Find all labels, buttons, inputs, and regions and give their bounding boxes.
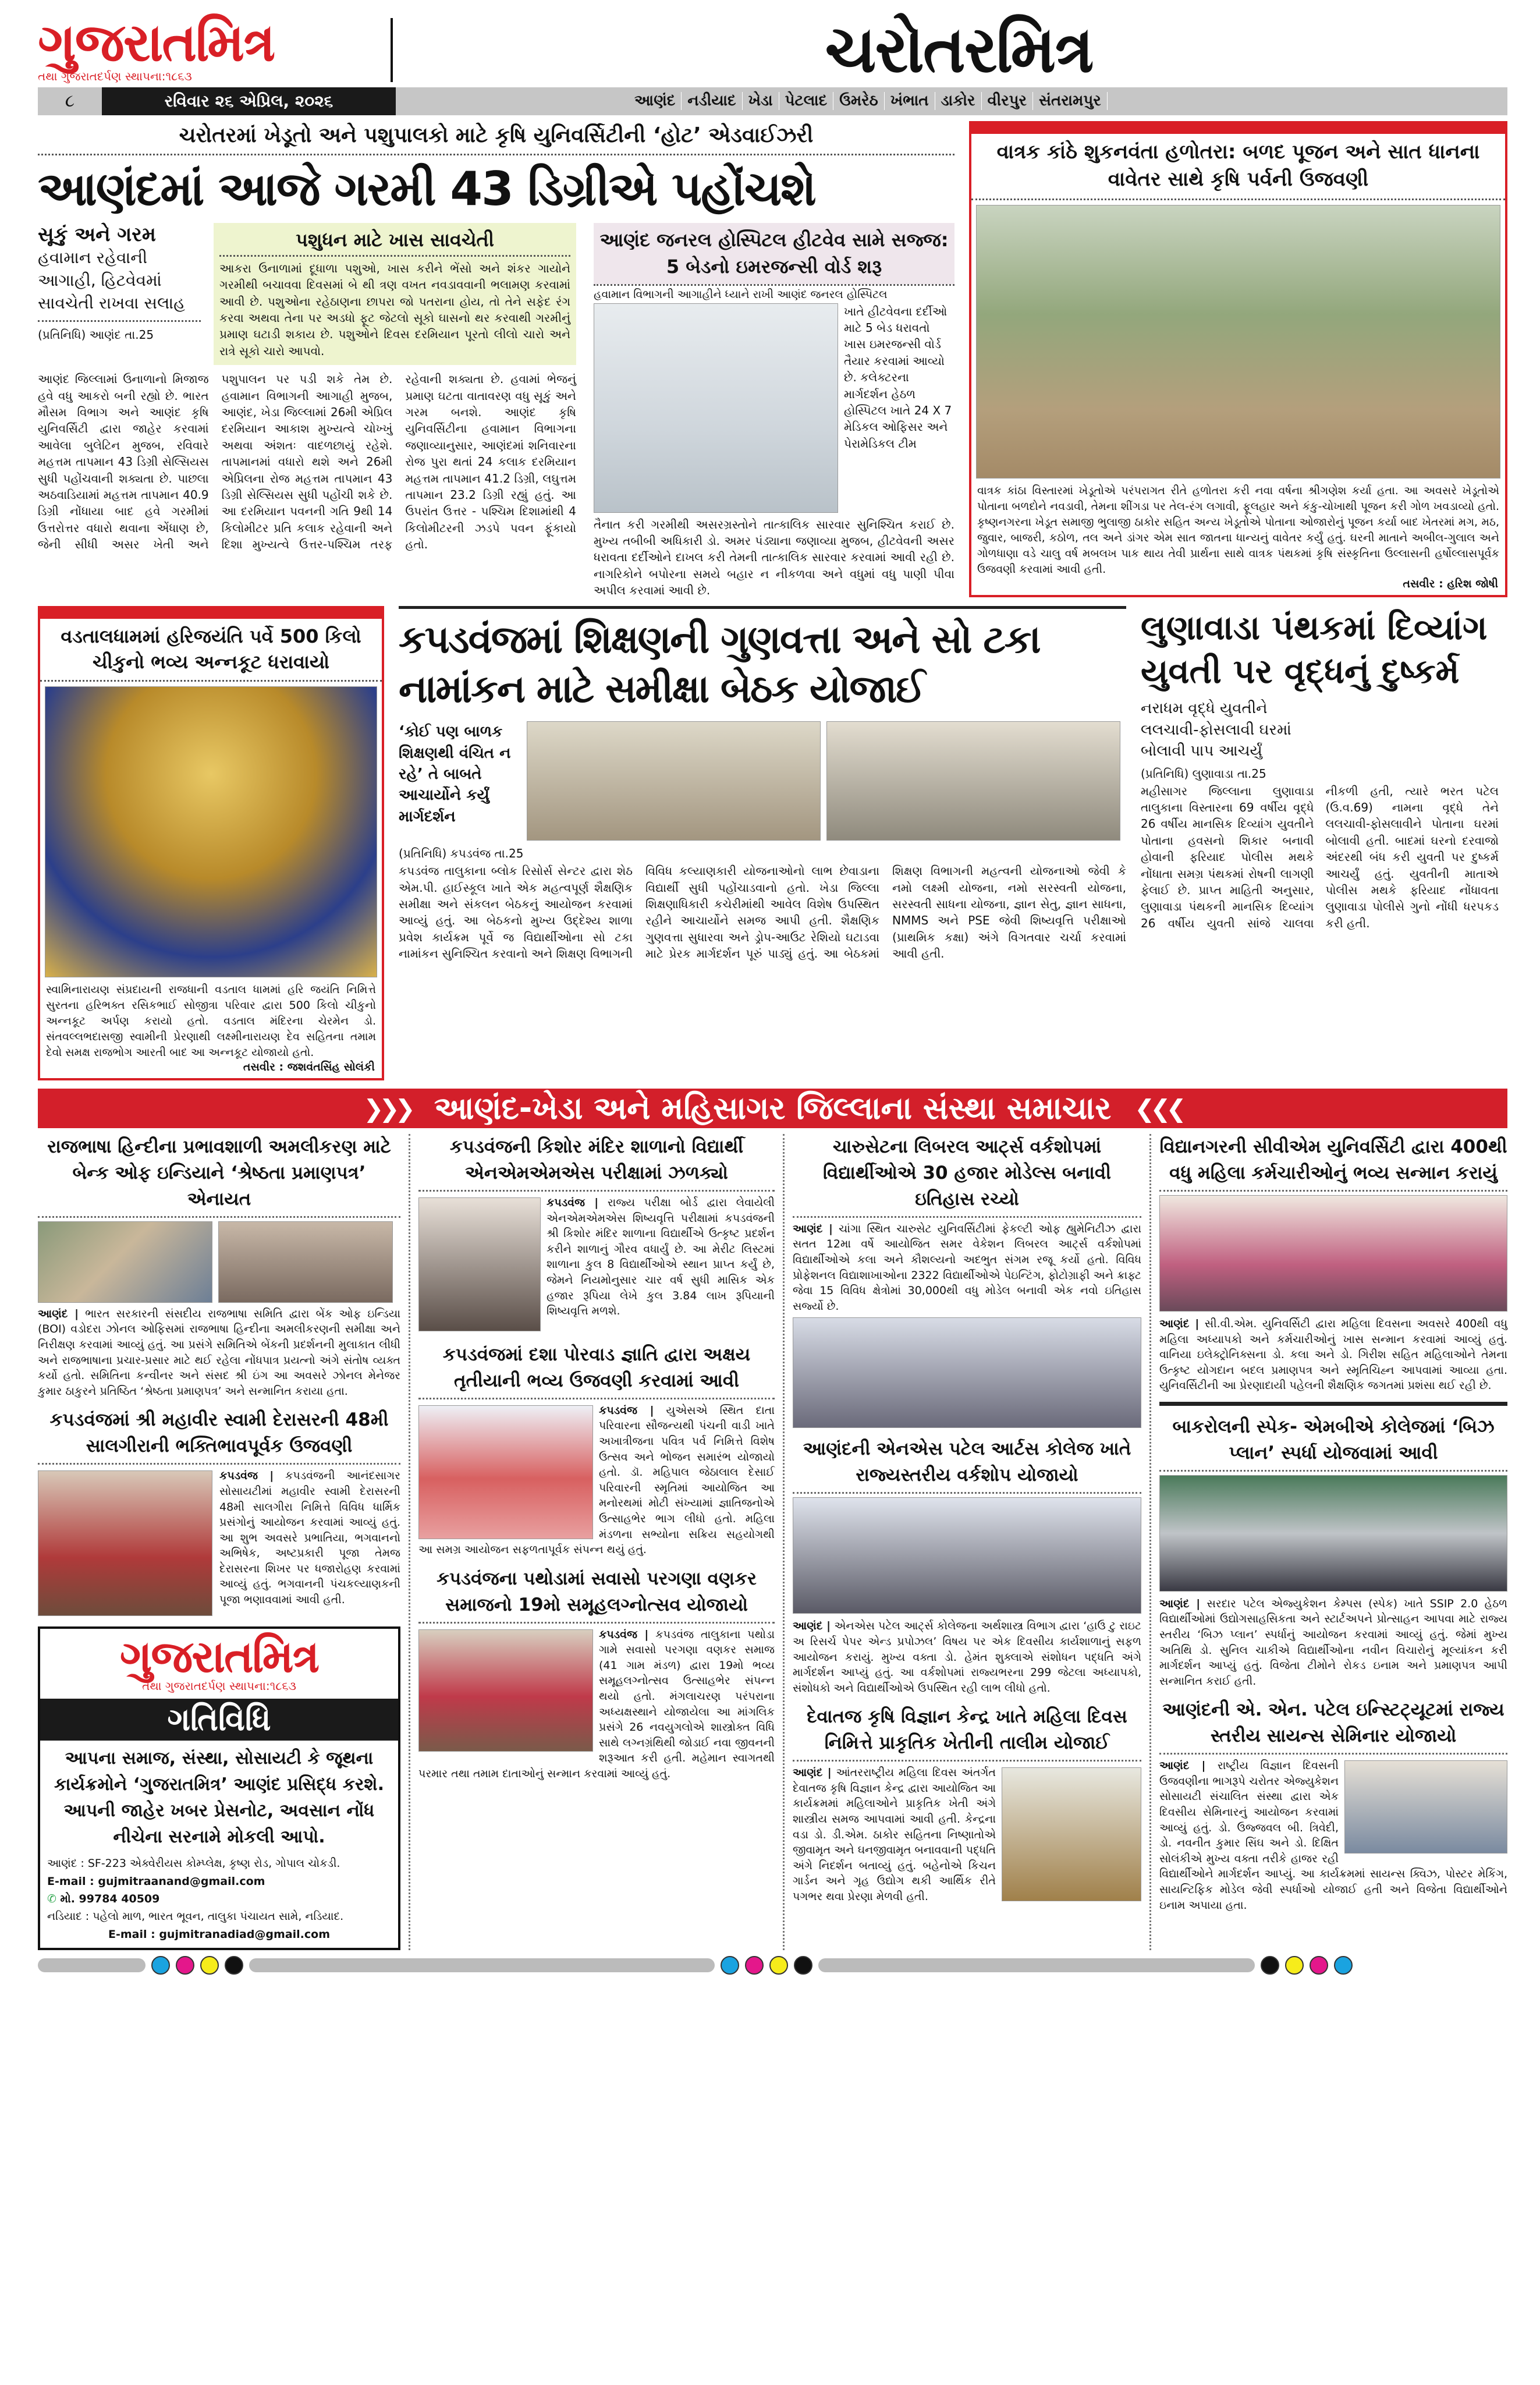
article-dateline: કપડવંજ |	[599, 1404, 654, 1417]
women-felicitation-photo	[1159, 1195, 1507, 1312]
kapadvanj-headline: કપડવંજમાં શિક્ષણની ગુણવત્તા અને સો ટકા નામાંકન માટે સમીક્ષા બેઠક યોજાઈ	[399, 616, 1040, 712]
chevron-left-icon: ❮❮❮	[1134, 1094, 1182, 1123]
print-registration-strip	[38, 1956, 1507, 1975]
lead-dateline: (પ્રતિનિધિ) આણંદ તા.25	[38, 328, 154, 342]
cyan-registration-dot	[1334, 1956, 1353, 1975]
article-mahavir-derasar	[38, 1407, 400, 1618]
city-link[interactable]: પેટલાદ	[779, 92, 834, 110]
cyan-registration-dot	[151, 1956, 170, 1975]
grid-column	[410, 1134, 785, 1950]
ad-nadiad-address: નડિયાદ : પહેલો માળ, ભારત ભૂવન, તાલુકા પંચાયત સામે, નડિયાદ.	[47, 1910, 344, 1923]
article-title: બાકરોલની સ્પેક- એમબીએ કોલેજમાં ‘બિઝ પ્લાન’ સ્પર્ધા યોજવામાં આવી	[1159, 1414, 1507, 1472]
article-dateline: આણંદ |	[1159, 1317, 1200, 1330]
article-dateline: આણંદ |	[793, 1222, 833, 1235]
grid-column	[38, 1134, 410, 1950]
city-link[interactable]: સંતરામપુર	[1033, 92, 1108, 110]
yellow-registration-dot	[200, 1956, 219, 1975]
registration-bar	[818, 1958, 1255, 1972]
article-spec-bizplan	[1159, 1414, 1507, 1689]
masthead	[38, 12, 1507, 87]
article-body: ચાંગા સ્થિત ચારુસેટ યુનિવર્સિટીમાં ફેકલ્ટી ઓફ હ્યુમેનિટીઝ દ્વારા સતત 12મા વર્ષે આયોજિત સમર વેકેશન લિબરલ આર્ટ્સ વર્કશોપમાં વિદ્યાર્થીઓએ કલા અને કૌશલ્યનો અદભુત સંગમ રજૂ કર્યો હતો. વિવિધ પ્રોફેશનલ વિદ્યાશાખાઓના 2322 વિદ્યાર્થીઓએ પેઇન્ટિંગ, ફોટોગ્રાફી અને ક્રાફ્ટ જેવા 15 વિવિધ ક્ષેત્રોમાં 30,000થી વધુ મોડેલ બનાવી એક નવો ઇતિહાસ સર્જ્યો છે.	[793, 1222, 1141, 1313]
article-body: આંતરરાષ્ટ્રીય મહિલા દિવસ અંતર્ગત દેવાતજ કૃષિ વિજ્ઞાન કેન્દ્ર દ્વારા આયોજિત આ કાર્યક્રમમાં મહિલાઓને પ્રાકૃતિક ખેતી અંગે શાસ્ત્રીય સમજ આપવામાં આવી હતી. કેન્દ્રના વડા ડો. ડી.એમ. ઠાકોર સહિતના નિષ્ણાતોએ જીવામૃત અને ઘનજીવામૃત બનાવવાની પદ્ધતિ અંગે નિદર્શન બતાવ્યું હતું. બહેનોએ કિચન ગાર્ડન અને ગૃહ ઉદ્યોગ થકી આર્થિક રીતે પગભર થવા પ્રેરણા મેળવી હતી.	[793, 1766, 996, 1903]
article-dateline: આણંદ |	[793, 1766, 832, 1780]
ad-section-title: ગતિવિધિ	[40, 1699, 398, 1741]
article-akshay-tritiya	[418, 1342, 775, 1558]
hospital-title: આણંદ જનરલ હોસ્પિટલ હીટવેવ સામે સજ્જ: 5 બેડનો ઇમરજન્સી વોર્ડ શરૂ	[599, 228, 949, 278]
ad-phone[interactable]: મો. 99784 40509	[60, 1893, 160, 1906]
vatrak-box	[969, 121, 1507, 597]
cyan-registration-dot	[721, 1956, 739, 1975]
annakut-photo	[45, 686, 377, 977]
lead-headline: આણંદમાં આજે ગરમી 43 ડિગ્રીએ પહોંચશે	[38, 161, 815, 216]
kapadvanj-body: કપડવંજ તાલુકાના બ્લોક રિસોર્સ સેન્ટર દ્વારા શેઠ એમ.પી. હાઈસ્કૂલ ખાતે એક મહત્વપૂર્ણ શૈક્ષણિક સમીક્ષા અને સંકલન બેઠકનું આયોજન કરવામાં આવ્યું હતું. આ બેઠકનો મુખ્ય ઉદ્દેશ્ય શાળા પ્રવેશ કાર્યક્રમ પૂર્વે જ વિદ્યાર્થીઓના સો ટકા નામાંકન સુનિશ્ચિત કરવાનો અને શિક્ષણ વિભાગની વિવિધ કલ્યાણકારી યોજનાઓનો લાભ છેવાડાના વિદ્યાર્થી સુધી પહોંચાડવાનો હતો. ખેડા જિલ્લા શિક્ષણાધિકારી કચેરીમાંથી આવેલ વિશેષ ઉપસ્થિત રહીને આચાર્યોને સમજ આપી હતી. શૈક્ષણિક ગુણવત્તા સુધારવા અને ડ્રોપ-આઉટ રેશિયો ઘટાડવા માટે પ્રેરક માર્ગદર્શન પૂરું પાડ્યું હતું. આ બેઠકમાં શિક્ષણ વિભાગની મહત્વની યોજનાઓ જેવી કે નમો લક્ષ્મી યોજના, નમો સરસ્વતી યોજના, સરસ્વતી સાધના યોજના, જ્ઞાન સેતુ, જ્ઞાન સાધના, NMMS અને PSE જેવી શિષ્યવૃત્તિ પરીક્ષાઓ (પ્રાથમિક કક્ષા) અંગે વિગતવાર ચર્ચા કરવામાં આવી હતી.	[399, 864, 1126, 961]
lead-story	[38, 121, 954, 599]
vadtal-credit: તસવીર : જશવંતસિંહ સોલંકી	[243, 1061, 375, 1074]
lunawada-headline: લુણાવાડા પંથકમાં દિવ્યાંગ યુવતી પર વૃદ્ધનું દુષ્કર્મ	[1141, 607, 1488, 692]
sidehead-title: સૂકું અને ગરમ	[38, 222, 156, 246]
training-photo	[1002, 1767, 1141, 1901]
magenta-registration-dot	[1310, 1956, 1328, 1975]
article-cvm-university	[1159, 1134, 1507, 1394]
magenta-registration-dot	[176, 1956, 194, 1975]
hospital-body: તૈનાત કરી ગરમીથી અસરગ્રસ્તોને તાત્કાલિક સારવાર સુનિશ્ચિત કરાઈ છે. મુખ્ય તબીબી અધિકારી ડો. અમર પંડ્યાના જણાવ્યા મુજબ, હીટવેવની અસર ધરાવતા દર્દીઓને દાખલ કરી તેમની તાત્કાલિક સારવાર કરવામાં આવી રહી છે. નાગરિકોને બપોરના સમયે બહાર ન નીકળવા અને વધુમાં વધુ પાણી પીવા અપીલ કરવામાં આવી છે.	[594, 517, 954, 598]
hospital-header	[594, 223, 954, 284]
article-vankar-wedding	[418, 1566, 775, 1782]
celebration-photo	[418, 1405, 593, 1539]
article-body: એનએસ પટેલ આર્ટ્સ કોલેજના અર્થશાસ્ત્ર વિભાગ દ્વારા ‘હાઉ ટુ રાઇટ અ રિસર્ચ પેપર એન્ડ પ્રપોઝલ’ વિષય પર એક દિવસીય કાર્યશાળાનું સફળ આયોજન કરાયું. મુખ્ય વક્તા ડો. હેમંત શુક્લાએ સંશોધન પદ્ધતિ અંગે માર્ગદર્શન આપ્યું હતું. આ વર્કશોપમાં રાજ્યભરના 299 જેટલા અધ્યાપકો, સંશોધકો અને વિદ્યાર્થીઓએ ઉપસ્થિત રહી લાભ લીધો હતો.	[793, 1619, 1141, 1695]
seminar-photo	[1344, 1760, 1507, 1854]
ad-logo: ગુજરાતમિત્ર	[119, 1631, 319, 1683]
article-body: રાજ્ય પરીક્ષા બોર્ડ દ્વારા લેવાયેલી એનએમએમએસ શિષ્યવૃત્તિ પરીક્ષામાં કપડવંજની શ્રી કિશોર મંદિર શાળાના વિદ્યાર્થીએ ઉત્કૃષ્ટ પ્રદર્શન કરીને શાળાનું ગૌરવ વધાર્યું છે. આ મેરીટ લિસ્ટમાં શાળાના કુલ 8 વિદ્યાર્થીઓએ સ્થાન પ્રાપ્ત કર્યું છે, જેમને નિયમોનુસાર ચાર વર્ષ સુધી માસિક એક હજાર રૂપિયા લેખે કુલ 3.84 લાખ રૂપિયાની શિષ્યવૃત્તિ મળશે.	[547, 1196, 775, 1318]
livestock-title: પશુધન માટે ખાસ સાવચેતી	[219, 229, 570, 257]
ad-logo-sub: તથા ગુજરાતદર્પણ સ્થાપના:૧૮૬૩	[142, 1679, 296, 1693]
vadtal-title: વડતાલધામમાં હરિજયંતિ પર્વે 500 કિલો ચીકુનો ભવ્ય અન્નકૂટ ધરાવાયો	[40, 619, 382, 682]
article-title: ચારુસેટના લિબરલ આર્ટ્સ વર્કશોપમાં વિદ્યાર્થીઓએ 30 હજાર મોડેલ્સ બનાવી ઇતિહાસ રચ્યો	[793, 1134, 1141, 1218]
black-registration-dot	[225, 1956, 243, 1975]
wedding-photo	[418, 1629, 593, 1752]
black-registration-dot	[794, 1956, 812, 1975]
registration-bar	[249, 1958, 715, 1972]
kapadvanj-dateline: (પ્રતિનિધિ) કપડવંજ તા.25	[399, 846, 524, 861]
vadtal-caption: સ્વામિનારાયણ સંપ્રદાયની રાજધાની વડતાલ ધામમાં હરિ જયંતિ નિમિત્તે સુરતના હરિભક્ત રસિકભાઈ સોજીત્રા પરિવાર દ્વારા 500 કિલો ચીકુનો અન્નકૂટ અર્પણ કરાયો હતો. વડતાલ મંદિરના ચેરમેન ડો. સંતવલ્લભદાસજી સ્વામીની પ્રેરણાથી લક્ષ્મીનારાયણ દેવ સહિતના તમામ દેવો સમક્ષ રાજભોગ આરતી બાદ આ અન્નકૂટ યોજાયો હતો.	[46, 983, 376, 1059]
ad-anand-address: આણંદ : SF-223 એક્વેરીયસ કોમ્પ્લેક્ષ, કૃષ્ણ રોડ, ગોપાલ ચોકડી.	[47, 1857, 340, 1870]
city-link[interactable]: ઉમરેઠ	[833, 92, 885, 110]
gatividhi-advert	[38, 1626, 400, 1950]
award-photo-2	[218, 1221, 393, 1303]
article-ns-patel	[793, 1436, 1141, 1696]
article-title: વિદ્યાનગરની સીવીએમ યુનિવર્સિટી દ્વારા 400થી વધુ મહિલા કર્મચારીઓનું ભવ્ય સન્માન કરાયું	[1159, 1134, 1507, 1192]
article-nmms	[418, 1134, 775, 1334]
bizplan-photo	[1159, 1475, 1507, 1592]
article-title: રાજભાષા હિન્દીના પ્રભાવશાળી અમલીકરણ માટે બેન્ક ઓફ ઇન્ડિયાને ‘શ્રેષ્ઠતા પ્રમાણપત્ર’ એનાયત	[38, 1134, 400, 1218]
article-science-seminar	[1159, 1697, 1507, 1913]
news-grid	[38, 1134, 1507, 1950]
article-title: આણંદની એનએસ પટેલ આર્ટસ કોલેજ ખાતે રાજ્યસ્તરીય વર્કશોપ યોજાયો	[793, 1436, 1141, 1494]
article-dateline: કપડવંજ |	[599, 1628, 649, 1641]
grid-column	[1151, 1134, 1507, 1950]
city-link[interactable]: ખેડા	[743, 92, 779, 110]
logo-subtitle: તથા ગુજરાતદર્પણ સ્થાપના:૧૮૬૩	[38, 69, 192, 83]
article-charusat	[793, 1134, 1141, 1428]
lunawada-kicker: નરાધમ વૃદ્ધે યુવતીને લલચાવી-ફોસલાવી ઘરમાં બોલાવી પાપ આચર્યું	[1141, 700, 1291, 760]
lunawada-story	[1141, 606, 1499, 931]
article-title: કપડવંજમાં દશા પોરવાડ જ્ઞાતિ દ્વારા અક્ષય તૃતીયાની ભવ્ય ઉજવણી કરવામાં આવી	[418, 1342, 775, 1399]
vatrak-title: વાત્રક કાંઠે શુકનવંતા હળોતરા: બળદ પૂજન અને સાત ધાનના વાવેતર સાથે કૃષિ પર્વની ઉજવણી	[971, 134, 1505, 200]
hospital-side-text: ખાતે હીટવેવના દર્દીઓ માટે 5 બેડ ધરાવતો ખાસ ઇમરજન્સી વોર્ડ તૈયાર કરવામાં આવ્યો છે. કલેક્ટરના માર્ગદર્શન હેઠળ હોસ્પિટલ ખાતે 24 X 7 મેડિકલ ઓફિસર અને પેરામેડિકલ ટીમ	[844, 304, 952, 451]
hospital-lead: હવામાન વિભાગની આગાહીને ધ્યાને રાખી આણંદ જનરલ હોસ્પિટલ	[594, 284, 954, 303]
second-row	[38, 606, 1507, 1080]
issue-date: રવિવાર ૨૬ એપ્રિલ, ૨૦૨૬	[102, 87, 396, 115]
city-link[interactable]: આણંદ	[629, 92, 682, 110]
article-body: યુએસએ સ્થિત દાતા પરિવારના સૌજન્યથી પંચની વાડી ખાતે અખાત્રીજના પવિત્ર પર્વ નિમિત્તે વિશેષ ઉત્સવ અને ભોજન સમારંભ યોજાયો હતો. ડૉ. મહિપાલ જેઠાલાલ દેસાઈ પરિવારની સ્મૃતિમાં આયોજિત આ મનોરથમાં મોટી સંખ્યામાં જ્ઞાતિજનોએ ઉત્સાહભેર ભાગ લીધો હતો. મહિલા મંડળના સભ્યોના સક્રિય સહયોગથી આ સમગ્ર આયોજન સફળતાપૂર્વક સંપન્ન થયું હતું.	[418, 1404, 775, 1557]
ad-anand-email[interactable]: E-mail : gujmitraanand@gmail.com	[47, 1874, 265, 1888]
city-link[interactable]: ડાકોર	[935, 92, 982, 110]
article-body: સરદાર પટેલ એજ્યુકેશન કેમ્પસ (સ્પેક) ખાતે SSIP 2.0 હેઠળ વિદ્યાર્થીઓમાં ઉદ્યોગસાહસિકતા અને સ્ટાર્ટઅપને પ્રોત્સાહન આપવા માટે રાજ્ય સ્તરીય ‘બિઝ પ્લાન’ સ્પર્ધાનું આયોજન કરવામાં આવ્યું હતું. જેમાં મુખ્ય અતિથિ ડો. સુનિલ ચાકીએ વિદ્યાર્થીઓના નવીન વિચારોનું મૂલ્યાંકન કરી માર્ગદર્શન આપ્યું હતું. વિજેતા ટીમોને રોકડ ઇનામ અને પ્રમાણપત્ર આપી સન્માનિત કરાઈ હતી.	[1159, 1597, 1507, 1688]
lunawada-dateline: (પ્રતિનિધિ) લુણાવાડા તા.25	[1141, 766, 1266, 781]
nav-bar	[38, 87, 1507, 115]
kapadvanj-kicker: ‘કોઈ પણ બાળક શિક્ષણથી વંચિત ન રહે’ તે બાબતે આચાર્યોને કર્યું માર્ગદર્શન	[399, 723, 511, 825]
puja-photo	[38, 1470, 212, 1616]
header-divider	[391, 18, 393, 82]
page-number: ૮	[65, 91, 75, 111]
ad-message: આપના સમાજ, સંસ્થા, સોસાયટી કે જૂથના કાર્યક્રમોને ‘ગુજરાતમિત્ર’ આણંદ પ્રસિદ્ધ કરશે. આપની જાહેર ખબર પ્રેસનોટ, અવસાન નોંધ નીચેના સરનામે મોકલી આપો.	[54, 1748, 384, 1848]
article-title: કપડવંજના પથોડામાં સવાસો પરગણા વણકર સમાજનો 19મો સમૂહલગ્નોત્સવ યોજાયો	[418, 1566, 775, 1624]
hospital-ward-photo	[594, 303, 838, 513]
section-banner	[38, 1089, 1507, 1128]
city-link[interactable]: ખંભાત	[885, 92, 935, 110]
city-nav	[629, 92, 1108, 110]
grid-column	[785, 1134, 1151, 1950]
lead-body: આણંદ જિલ્લામાં ઉનાળાનો મિજાજ હવે વધુ આકરો બની રહ્યો છે. ભારત મૌસમ વિભાગ અને આણંદ કૃષિ યુનિવર્સિટી દ્વારા જાહેર કરવામાં આવેલા બુલેટિન મુજબ, રવિવારે મહત્તમ તાપમાન 43 ડિગ્રી સેલ્સિયસ સુધી પહોંચવાની શક્યતા છે. પાછલા અઠવાડિયામાં મહત્તમ તાપમાન 40.9 ડિગ્રી નોંધાયા બાદ હવે ગરમીમાં ઉત્તરોત્તર વધારો થવાના એંધાણ છે, જેની સીધી અસર ખેતી અને પશુપાલન પર પડી શકે તેમ છે. હવામાન વિભાગની આગાહી મુજબ, આણંદ, ખેડા જિલ્લામાં 26મી એપ્રિલ દરમિયાન આકાશ મુખ્યત્વે ચોખ્ખું અથવા અંશતઃ વાદળછાયું રહેશે. તાપમાનમાં વધારો થશે અને 26મી એપ્રિલના રોજ મહત્તમ તાપમાન 43 ડિગ્રી સેલ્સિયસ સુધી પહોંચી શકે છે. આ દરમિયાન પવનની ગતિ 9થી 14 કિલોમીટર પ્રતિ કલાક રહેવાની અને દિશા મુખ્યત્વે ઉત્તર-પશ્ચિમ તરફ રહેવાની શક્યતા છે. હવામાં ભેજનું પ્રમાણ ઘટતા વાતાવરણ વધુ સૂકું અને ગરમ બનશે. આણંદ કૃષિ યુનિવર્સિટીના હવામાન વિભાગના જણાવ્યાનુસાર, આણંદમાં શનિવારના રોજ પુરા થતાં 24 કલાક દરમિયાન મહત્તમ તાપમાન 41.2 ડિગ્રી, લઘુત્તમ તાપમાન 23.2 ડિગ્રી રહ્યું હતું. આ ઉપરાંત ઉત્તર - પશ્ચિમ દિશામાંથી 4 કિલોમીટરની ઝડપે પવન ફૂંકાયો હતો.	[38, 372, 576, 552]
article-body: કપડવંજ તાલુકાના પથોડા ગામે સવાસો પરગણા વણકર સમાજ (41 ગામ મંડળ) દ્વારા 19મો ભવ્ય સમૂહલગ્નોત્સવ ઉત્સાહભેર સંપન્ન થયો હતો. મંગલાચરણ પરંપરાના અધ્યક્ષસ્થાને યોજાયેલા આ માંગલિક પ્રસંગે 26 નવયુગલોએ શાસ્ત્રોક્ત વિધિ સાથે લગ્નગ્રંથિથી જોડાઈ નવા જીવનની શરૂઆત કરી હતી. મહેમાન સ્વાગતથી પરમાર તથા તમામ દાતાઓનું સન્માન કરવામાં આવ્યું હતું.	[418, 1628, 775, 1780]
livestock-box	[214, 223, 576, 365]
article-dateline: આણંદ |	[38, 1307, 79, 1320]
edition-title: ચરોતરમિત્ર	[825, 12, 1093, 87]
article-title: દેવાતજ કૃષિ વિજ્ઞાન કેન્દ્ર ખાતે મહિલા દિવસ નિમિત્તે પ્રાકૃતિક ખેતીની તાલીમ યોજાઈ	[793, 1704, 1141, 1762]
article-dateline: આણંદ |	[1159, 1597, 1201, 1610]
yellow-registration-dot	[769, 1956, 788, 1975]
logo-text: ગુજરાતમિત્ર	[38, 12, 275, 73]
lead-sidehead	[38, 223, 201, 342]
meeting-photo-2	[826, 721, 1120, 841]
article-body: સી.વી.એમ. યુનિવર્સિટી દ્વારા મહિલા દિવસના અવસરે 400થી વધુ મહિલા અધ્યાપકો અને કર્મચારીઓનું ખાસ સન્માન કરવામાં આવ્યું હતું. વાનિયા ઇલેક્ટ્રોનિક્સના ડો. કલા અને ડો. ગિરીશ સહિત મહિલાઓને તેમના ઉત્કૃષ્ટ યોગદાન બદલ પ્રમાણપત્ર અને સ્મૃતિચિહ્ન આપવામાં આવ્યા હતા. યુનિવર્સિટીની આ પ્રેરણાદાયી પહેલની શૈક્ષણિક જગતમાં પ્રશંસા થઈ રહી છે.	[1159, 1317, 1507, 1392]
chevron-right-icon: ❯❯❯	[363, 1094, 411, 1123]
ad-nadiad-email[interactable]: E-mail : gujmitranadiad@gmail.com	[108, 1927, 331, 1941]
kapadvanj-story	[399, 606, 1126, 962]
vatrak-caption: વાત્રક કાંઠા વિસ્તારમાં ખેડૂતોએ પરંપરાગત રીતે હળોતરા કરી નવા વર્ષના શ્રીગણેશ કર્યા હતા. આ અવસરે ખેડૂતોએ પોતાના બળદોને નવડાવી, તેમના શીંગડા પર તેલ-રંગ લગાવી, ફૂલહાર અને કંકુ-ચોખાથી પૂજન કરી ગોળ ખવડાવ્યો હતો. કૃષ્ણનગરના ખેડૂત સમાજી ભુલાજી ઠાકોર સહિત અન્ય ખેડૂતોએ પોતાના ઓજારોનું પૂજન કર્યા બાદ ખેતરમાં મગ, મઠ, જુવાર, બાજરી, કઠોળ, તલ અને ડાંગર એમ સાત જાતના ધાન્યનું વાવેતર કર્યું હતું. ઘરની માતાને અબીલ-ગુલાલ અને ગોળધાણા વડે ચાલુ વર્ષ મબલખ પાક થાય તેવી પ્રાર્થના સાથે વાત્રક પંથકમાં કૃષિ સંસ્કૃતિના ઉલ્લાસની હર્ષોલ્લાસપૂર્વક ઉજવણી કરવામાં આવી હતી.	[977, 484, 1499, 576]
article-title: કપડવંજની કિશોર મંદિર શાળાનો વિદ્યાર્થી એનએમએમએસ પરીક્ષામાં ઝળક્યો	[418, 1134, 775, 1192]
sidehead-sub: હવામાન રહેવાની આગાહી, હિટવેવમાં સાવચેતી રાખવા સલાહ	[38, 246, 201, 323]
banner-title: આણંદ-ખેડા અને મહિસાગર જિલ્લાના સંસ્થા સમાચાર	[434, 1090, 1112, 1127]
article-body: રાષ્ટ્રીય વિજ્ઞાન દિવસની ઉજવણીના ભાગરૂપે ચરોતર એજ્યુકેશન સોસાયટી સંચાલિત સંસ્થા દ્વારા એક દિવસીય સેમિનારનું આયોજન કરવામાં આવ્યું હતું. ડો. ઉજ્જવલ બી. ત્રિવેદી, ડો. નવનીત કુમાર સિંઘ અને ડો. દિક્ષિત સોલંકીએ મુખ્ય વક્તા તરીકે હાજર રહી વિદ્યાર્થીઓને માર્ગદર્શન આપ્યું. આ કાર્યક્રમમાં સાયન્સ ક્વિઝ, પોસ્ટર મેકિંગ, સાયન્ટિફિક મોડેલ જેવી સ્પર્ધાઓ યોજાઈ હતી અને વિજેતા વિદ્યાર્થીઓને ઇનામ અપાયા હતા.	[1159, 1759, 1507, 1912]
article-dateline: આણંદ |	[1159, 1759, 1206, 1773]
article-body: ભારત સરકારની સંસદીય રાજભાષા સમિતિ દ્વારા બેંક ઓફ ઇન્ડિયા (BOI) વડોદરા ઝોનલ ઓફિસમાં રાજભાષા હિન્દીના અમલીકરણની સમીક્ષા અને નિરીક્ષણ કરવામાં આવ્યું હતું. આ પ્રસંગે સમિતિએ બેંકની પ્રદર્શનની મુલાકાત લીધી અને રાજભાષાના પ્રચાર-પ્રસાર માટે થઈ રહેલા નોંધપાત્ર પ્રયત્નો અંગે સંતોષ વ્યક્ત કર્યો હતો. સમિતિના કન્વીનર અને સંસદ શ્રી ઇંગ આ અવસરે ઝોનલ મેનેજર કુમાર ઠાકુરને પ્રતિષ્ઠિત ‘શ્રેષ્ઠતા પ્રમાણપત્ર’ અને સન્માનિત કરાયા હતા.	[38, 1307, 400, 1398]
yellow-registration-dot	[1285, 1956, 1304, 1975]
top-row	[38, 121, 1507, 599]
lunawada-body: મહીસાગર જિલ્લાના લુણાવાડા તાલુકાના વિસ્તારના 69 વર્ષીય વૃદ્ધે 26 વર્ષીય માનસિક દિવ્યાંગ યુવતીને પોતાના હવસનો શિકાર બનાવી હોવાની ફરિયાદ પોલીસ મથકે નોંધાતા સમગ્ર પંથકમાં રોષની લાગણી ફેલાઈ છે. પ્રાપ્ત માહિતી અનુસાર, લુણાવાડા પંથકની માનસિક દિવ્યાંગ 26 વર્ષીય યુવતી સાંજે ચાલવા નીકળી હતી, ત્યારે ભરત પટેલ (ઉ.વ.69) નામના વૃદ્ધે તેને લલચાવી-ફોસલાવીને પોતાના ઘરમાં બોલાવી હતી. બાદમાં ઘરનો દરવાજો અંદરથી બંધ કરી યુવતી પર દુષ્કર્મ આચર્યું હતું. યુવતીની માતાએ પોલીસ મથકે ફરિયાદ નોંધાવતા લુણાવાડા પોલીસે ગુનો નોંધી ધરપકડ કરી હતી.	[1141, 784, 1499, 930]
article-bank-of-india	[38, 1134, 400, 1399]
article-title: કપડવંજમાં શ્રી મહાવીર સ્વામી દેરાસરની 48મી સાલગીરાની ભક્તિભાવપૂર્વક ઉજવણી	[38, 1407, 400, 1465]
livestock-text: આકરા ઉનાળામાં દૂધાળા પશુઓ, ખાસ કરીને ભેંસો અને શંકર ગાયોને ગરમીથી બચાવવા દિવસમાં બે થી ત્રણ વખત નવડાવવાની ભલામણ કરવામાં આવી છે. પશુઓના રહેઠાણના છાપરા જો પતરાના હોય, તો તેને સફેદ રંગ કરવા અથવા તેના પર અડધો ફૂટ જેટલો સૂકો ઘાસનો થર કરવાથી ગરમીનું પ્રમાણ ઘટાડી શકાય છે. પશુઓને દિવસ દરમિયાન પૂરતો લીલો ચારો અને રાત્રે સૂકો ચારો આપવો.	[219, 261, 570, 358]
article-dateline: કપડવંજ |	[547, 1196, 599, 1209]
vatrak-credit: તસવીર : હરિશ જોષી	[1403, 577, 1498, 590]
article-devataj-kvk	[793, 1704, 1141, 1904]
meeting-photo-1	[527, 721, 821, 841]
vadtal-box	[38, 606, 384, 1080]
magenta-registration-dot	[745, 1956, 764, 1975]
hospital-story	[594, 223, 954, 599]
city-link[interactable]: નડીયાદ	[682, 92, 742, 110]
student-photo	[418, 1197, 541, 1331]
bullock-worship-photo	[976, 205, 1500, 479]
black-registration-dot	[1261, 1956, 1279, 1975]
registration-bar	[38, 1958, 146, 1972]
city-link[interactable]: વીરપુર	[982, 92, 1033, 110]
article-dateline: કપડવંજ |	[219, 1469, 274, 1483]
lamp-lighting-photo	[793, 1497, 1141, 1614]
workshop-photo	[793, 1317, 1141, 1428]
article-dateline: આણંદ |	[793, 1619, 831, 1633]
lead-kicker: ચરોતરમાં ખેડૂતો અને પશુપાલકો માટે કૃષિ યુનિવર્સિટીની ‘હોટ’ એડવાઈઝરી	[38, 121, 954, 155]
whatsapp-icon: ✆	[47, 1893, 56, 1906]
article-title: આણંદની એ. એન. પટેલ ઇન્સ્ટિટ્યૂટમાં રાજ્ય સ્તરીય સાયન્સ સેમિનાર યોજાયો	[1159, 1697, 1507, 1755]
masthead-logo	[38, 12, 275, 83]
divider	[1159, 1402, 1507, 1406]
article-body: કપડવંજની આનંદસાગર સોસાયટીમાં મહાવીર સ્વામી દેરાસરની 48મી સાલગીરા નિમિત્તે વિવિધ ધાર્મિક પ્રસંગોનું આયોજન કરવામાં આવ્યું હતું. આ શુભ અવસરે પ્રભાતિયા, ભગવાનનો અભિષેક, અષ્ટપ્રકારી પૂજા તેમજ દેરાસરના શિખર પર ધજારોહણ કરવામાં આવ્યું હતું. ભગવાનની પંચકલ્યાણકની પૂજા ભણાવવામાં આવી હતી.	[219, 1469, 400, 1607]
award-photo-1	[38, 1221, 212, 1303]
